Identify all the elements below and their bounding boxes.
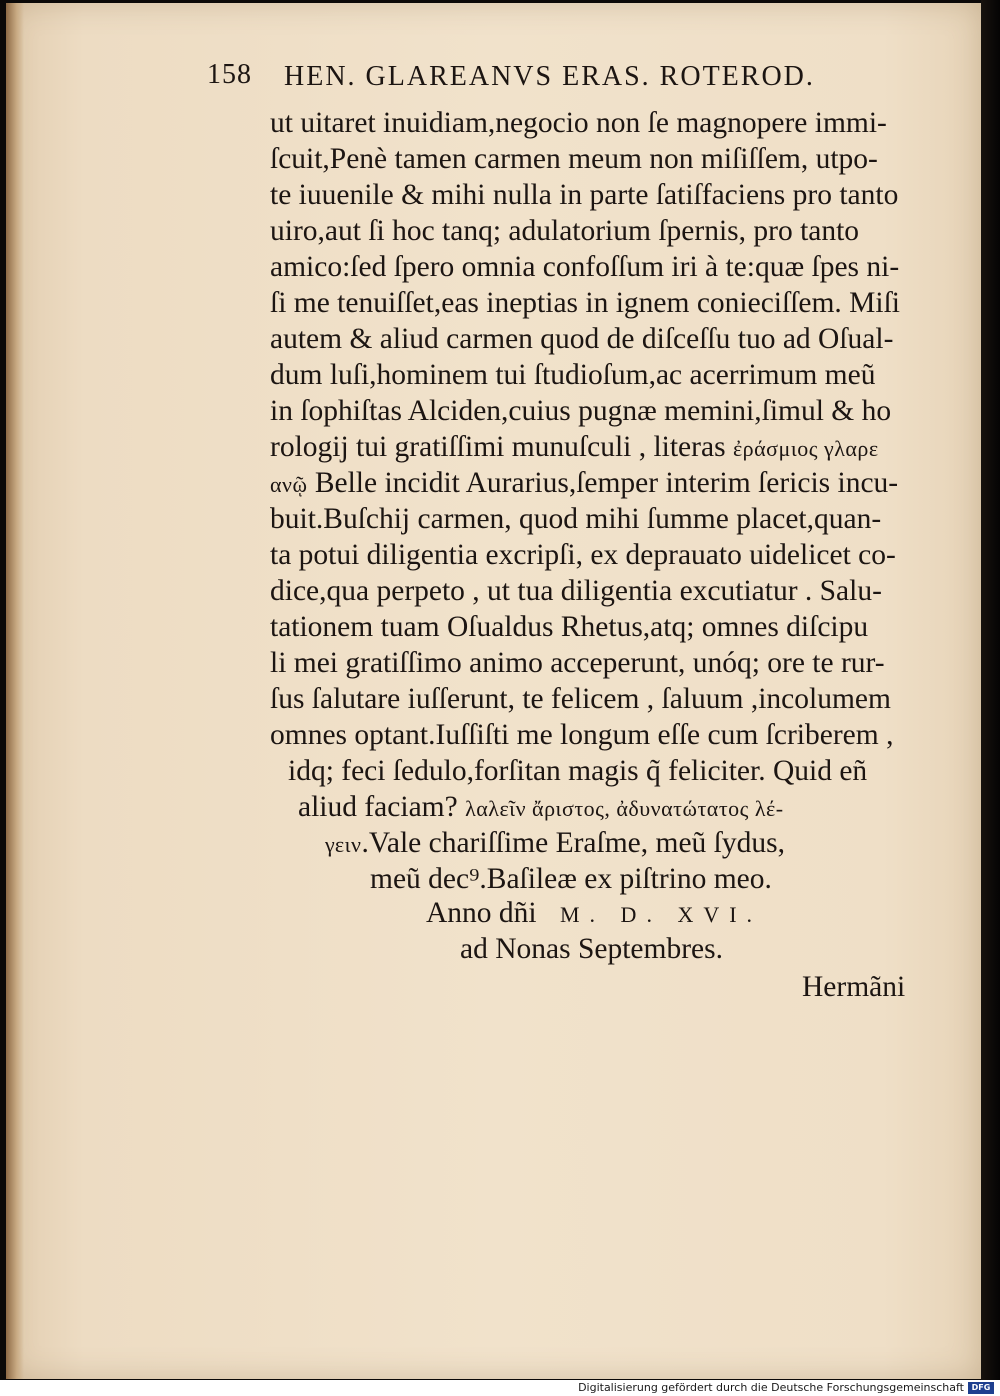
text-line-11-latin: Belle incidit Aurarius,ſemper interim ſericis incu-: [314, 467, 899, 499]
anno-label: Anno dñi: [426, 897, 537, 929]
running-title: HEN. GLAREANVS ERAS. ROTEROD.: [284, 61, 815, 92]
text-line-16: li mei gratiſſimo animo acceperunt, unóq; ore te rur-: [270, 647, 885, 679]
text-line-21-latin: .Vale chariſſime Eraſme, meũ ſydus,: [361, 827, 785, 859]
text-line-6: ſi me tenuiſſet,eas ineptias in ignem conieciſſem. Miſi: [270, 287, 901, 319]
text-line-20-latin: aliud faciam?: [298, 791, 458, 823]
text-line-10: [270, 430, 879, 466]
text-line-22: meũ dec⁹.Baſileæ ex piſtrino meo.: [370, 863, 772, 895]
scan-edge: [981, 0, 1000, 1380]
text-line-18: omnes optant.Iuſſiſti me longum eſſe cum ſcriberem ,: [270, 719, 894, 751]
text-line-1: ut uitaret inuidiam,negocio non ſe magnopere immi-: [270, 107, 887, 139]
dfg-logo-icon: DFG: [968, 1382, 994, 1394]
year-numerals: M. D. XVI.: [560, 902, 763, 927]
text-line-10-latin: rologij tui gratiſſimi munuſculi , literas: [270, 431, 726, 463]
page-gutter: [6, 3, 24, 1379]
digitization-credit: Digitalisierung gefördert durch die Deutsche Forschungsgemeinschaft: [578, 1381, 964, 1394]
text-line-21: [325, 826, 785, 862]
page-number: 158: [207, 59, 252, 90]
text-line-4: uiro,aut ſi hoc tanq; adulatorium ſpernis, pro tanto: [270, 215, 860, 247]
text-line-20: [298, 790, 784, 826]
text-line-15: tationem tuam Oſualdus Rhetus,atq; omnes diſcipu: [270, 611, 869, 643]
text-line-14: dice,qua perpeto , ut tua diligentia excutiatur . Salu-: [270, 575, 882, 607]
greek-phrase-4: γειν: [325, 832, 362, 857]
date-line-nonas: ad Nonas Septembres.: [460, 933, 723, 965]
greek-phrase-1: ἐράσμιος γλαρε: [732, 436, 879, 461]
text-line-11: [270, 466, 898, 502]
text-line-13: ta potui diligentia excripſi, ex deprauato uidelicet co-: [270, 539, 896, 571]
date-line-anno: [426, 896, 762, 932]
text-line-5: amico:ſed ſpero omnia confoſſum iri à te:quæ ſpes ni-: [270, 251, 900, 283]
text-line-8: dum luſi,hominem tui ſtudioſum,ac acerrimum meũ: [270, 359, 876, 391]
text-line-17: ſus ſalutare iuſſerunt, te felicem , ſaluum ,incolumem: [270, 683, 891, 715]
text-line-2: ſcuit,Penè tamen carmen meum non miſiſſem, utpo-: [270, 143, 878, 175]
text-line-7: autem & aliud carmen quod de diſceſſu tuo ad Oſual-: [270, 323, 894, 355]
text-line-12: buit.Buſchij carmen, quod mihi ſumme placet,quan-: [270, 503, 882, 535]
text-line-9: in ſophiſtas Alciden,cuius pugnæ memini,ſimul & ho: [270, 395, 892, 427]
greek-phrase-2: ανῷ: [270, 472, 308, 497]
text-line-3: te iuuenile & mihi nulla in parte ſatiſfaciens pro tanto: [270, 179, 899, 211]
text-line-19: idq; feci ſedulo,forſitan magis q̃ feliciter. Quid eñ: [288, 755, 868, 787]
catchword: Hermãni: [802, 971, 906, 1003]
greek-phrase-3: λαλεῖν ἄριστος, ἀδυνατώτατος λέ-: [465, 796, 784, 821]
